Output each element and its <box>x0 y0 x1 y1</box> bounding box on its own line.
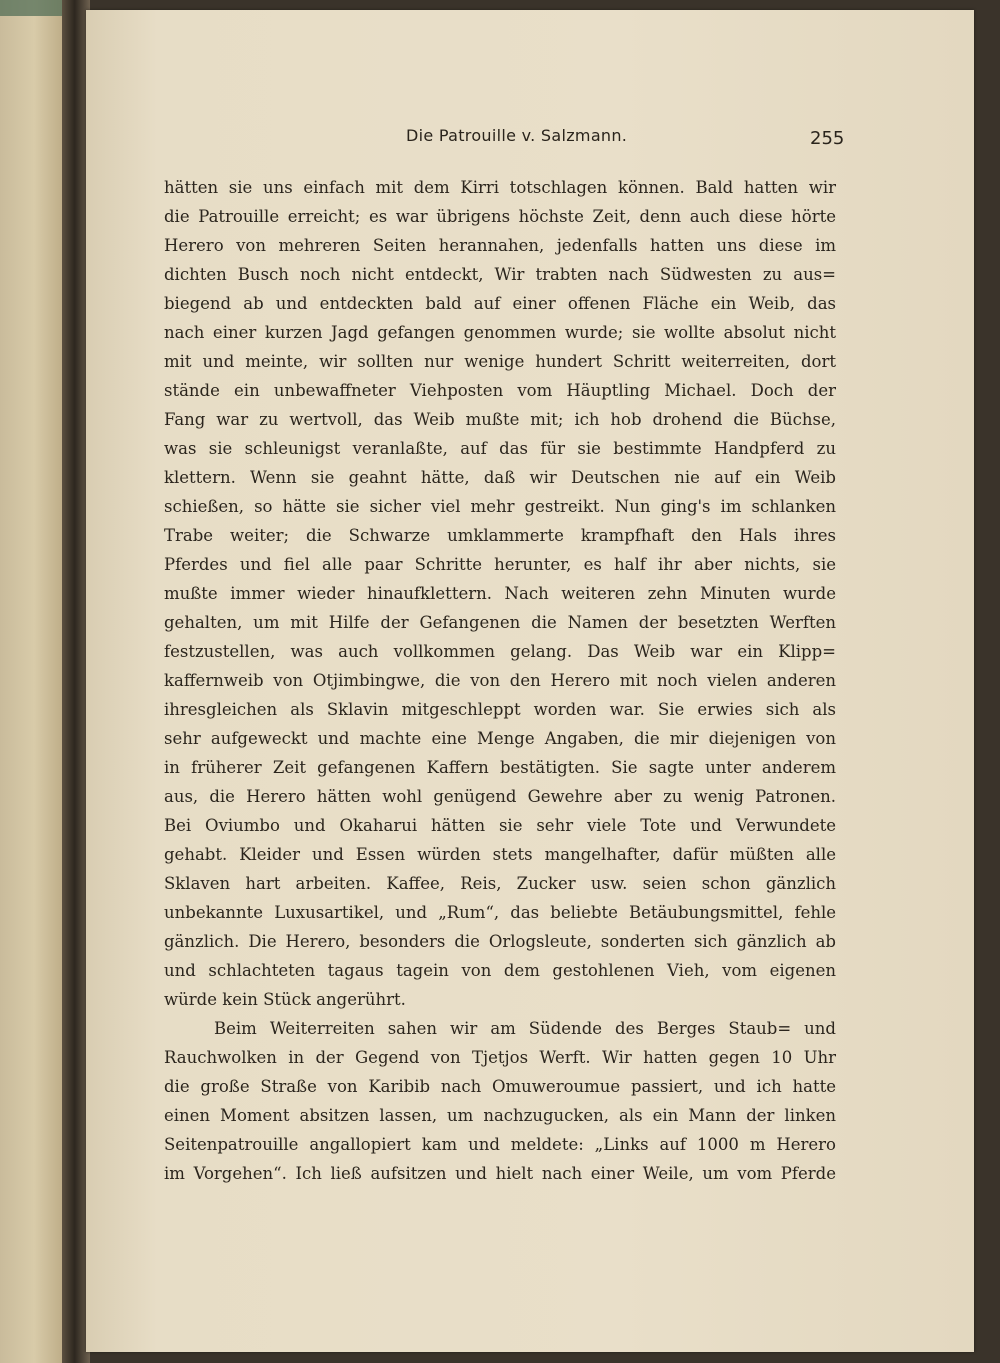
text-line: einen Moment absitzen lassen, um nachzugucken, als ein Mann der linken <box>164 1106 836 1125</box>
text-line: Rauchwolken in der Gegend von Tjetjos Werft. Wir hatten gegen 10 Uhr <box>164 1048 836 1067</box>
book-page <box>86 10 974 1352</box>
text-line: in früherer Zeit gefangenen Kaffern bestätigten. Sie sagte unter anderem <box>164 758 836 777</box>
text-line: unbekannte Luxusartikel, und „Rum“, das beliebte Betäubungsmittel, fehle <box>164 903 836 922</box>
text-line: mußte immer wieder hinaufklettern. Nach weiteren zehn Minuten wurde <box>164 584 836 603</box>
text-line: aus, die Herero hätten wohl genügend Gewehre aber zu wenig Patronen. <box>164 787 836 806</box>
text-line: nach einer kurzen Jagd gefangen genommen wurde; sie wollte absolut nicht <box>164 323 836 342</box>
facing-page-top-edge <box>0 0 62 16</box>
text-line: mit und meinte, wir sollten nur wenige hundert Schritt weiterreiten, dort <box>164 352 836 371</box>
text-line: Pferdes und fiel alle paar Schritte herunter, es half ihr aber nichts, sie <box>164 555 836 574</box>
paragraph-first-line: Beim Weiterreiten sahen wir am Südende des Berges Staub= und <box>214 1019 836 1038</box>
text-line: was sie schleunigst veranlaßte, auf das für sie bestimmte Handpferd zu <box>164 439 836 458</box>
text-line: die Patrouille erreicht; es war übrigens höchste Zeit, denn auch diese hörte <box>164 207 836 226</box>
text-line: festzustellen, was auch vollkommen gelang. Das Weib war ein Klipp= <box>164 642 836 661</box>
text-line: Herero von mehreren Seiten herannahen, jedenfalls hatten uns diese im <box>164 236 836 255</box>
text-line: und schlachteten tagaus tagein von dem gestohlenen Vieh, vom eigenen <box>164 961 836 980</box>
text-line: gehalten, um mit Hilfe der Gefangenen die Namen der besetzten Werften <box>164 613 836 632</box>
text-line: klettern. Wenn sie geahnt hätte, daß wir Deutschen nie auf ein Weib <box>164 468 836 487</box>
text-line: schießen, so hätte sie sicher viel mehr gestreikt. Nun ging's im schlanken <box>164 497 836 516</box>
text-line: kaffernweib von Otjimbingwe, die von den Herero mit noch vielen anderen <box>164 671 836 690</box>
text-line: sehr aufgeweckt und machte eine Menge Angaben, die mir diejenigen von <box>164 729 836 748</box>
page-number: 255 <box>810 128 845 149</box>
text-line: Trabe weiter; die Schwarze umklammerte krampfhaft den Hals ihres <box>164 526 836 545</box>
facing-page-edge <box>0 0 62 1363</box>
text-line: Fang war zu wertvoll, das Weib mußte mit; ich hob drohend die Büchse, <box>164 410 836 429</box>
text-line: Bei Oviumbo und Okaharui hätten sie sehr viele Tote und Verwundete <box>164 816 836 835</box>
text-line: ihresgleichen als Sklavin mitgeschleppt worden war. Sie erwies sich als <box>164 700 836 719</box>
text-line: biegend ab und entdeckten bald auf einer offenen Fläche ein Weib, das <box>164 294 836 313</box>
text-line: Seitenpatrouille angallopiert kam und meldete: „Links auf 1000 m Herero <box>164 1135 836 1154</box>
text-line: würde kein Stück angerührt. <box>164 990 406 1009</box>
text-line: dichten Busch noch nicht entdeckt, Wir trabten nach Südwesten zu aus= <box>164 265 836 284</box>
running-header: Die Patrouille v. Salzmann. <box>406 126 628 145</box>
text-line: gehabt. Kleider und Essen würden stets mangelhafter, dafür müßten alle <box>164 845 836 864</box>
text-line: hätten sie uns einfach mit dem Kirri totschlagen können. Bald hatten wir <box>164 178 836 197</box>
text-line: die große Straße von Karibib nach Omuweroumue passiert, und ich hatte <box>164 1077 836 1096</box>
text-line: Sklaven hart arbeiten. Kaffee, Reis, Zucker usw. seien schon gänzlich <box>164 874 836 893</box>
text-line: stände ein unbewaffneter Viehposten vom Häuptling Michael. Doch der <box>164 381 836 400</box>
text-line: im Vorgehen“. Ich ließ aufsitzen und hielt nach einer Weile, um vom Pferde <box>164 1164 836 1183</box>
text-line: gänzlich. Die Herero, besonders die Orlogsleute, sonderten sich gänzlich ab <box>164 932 836 951</box>
